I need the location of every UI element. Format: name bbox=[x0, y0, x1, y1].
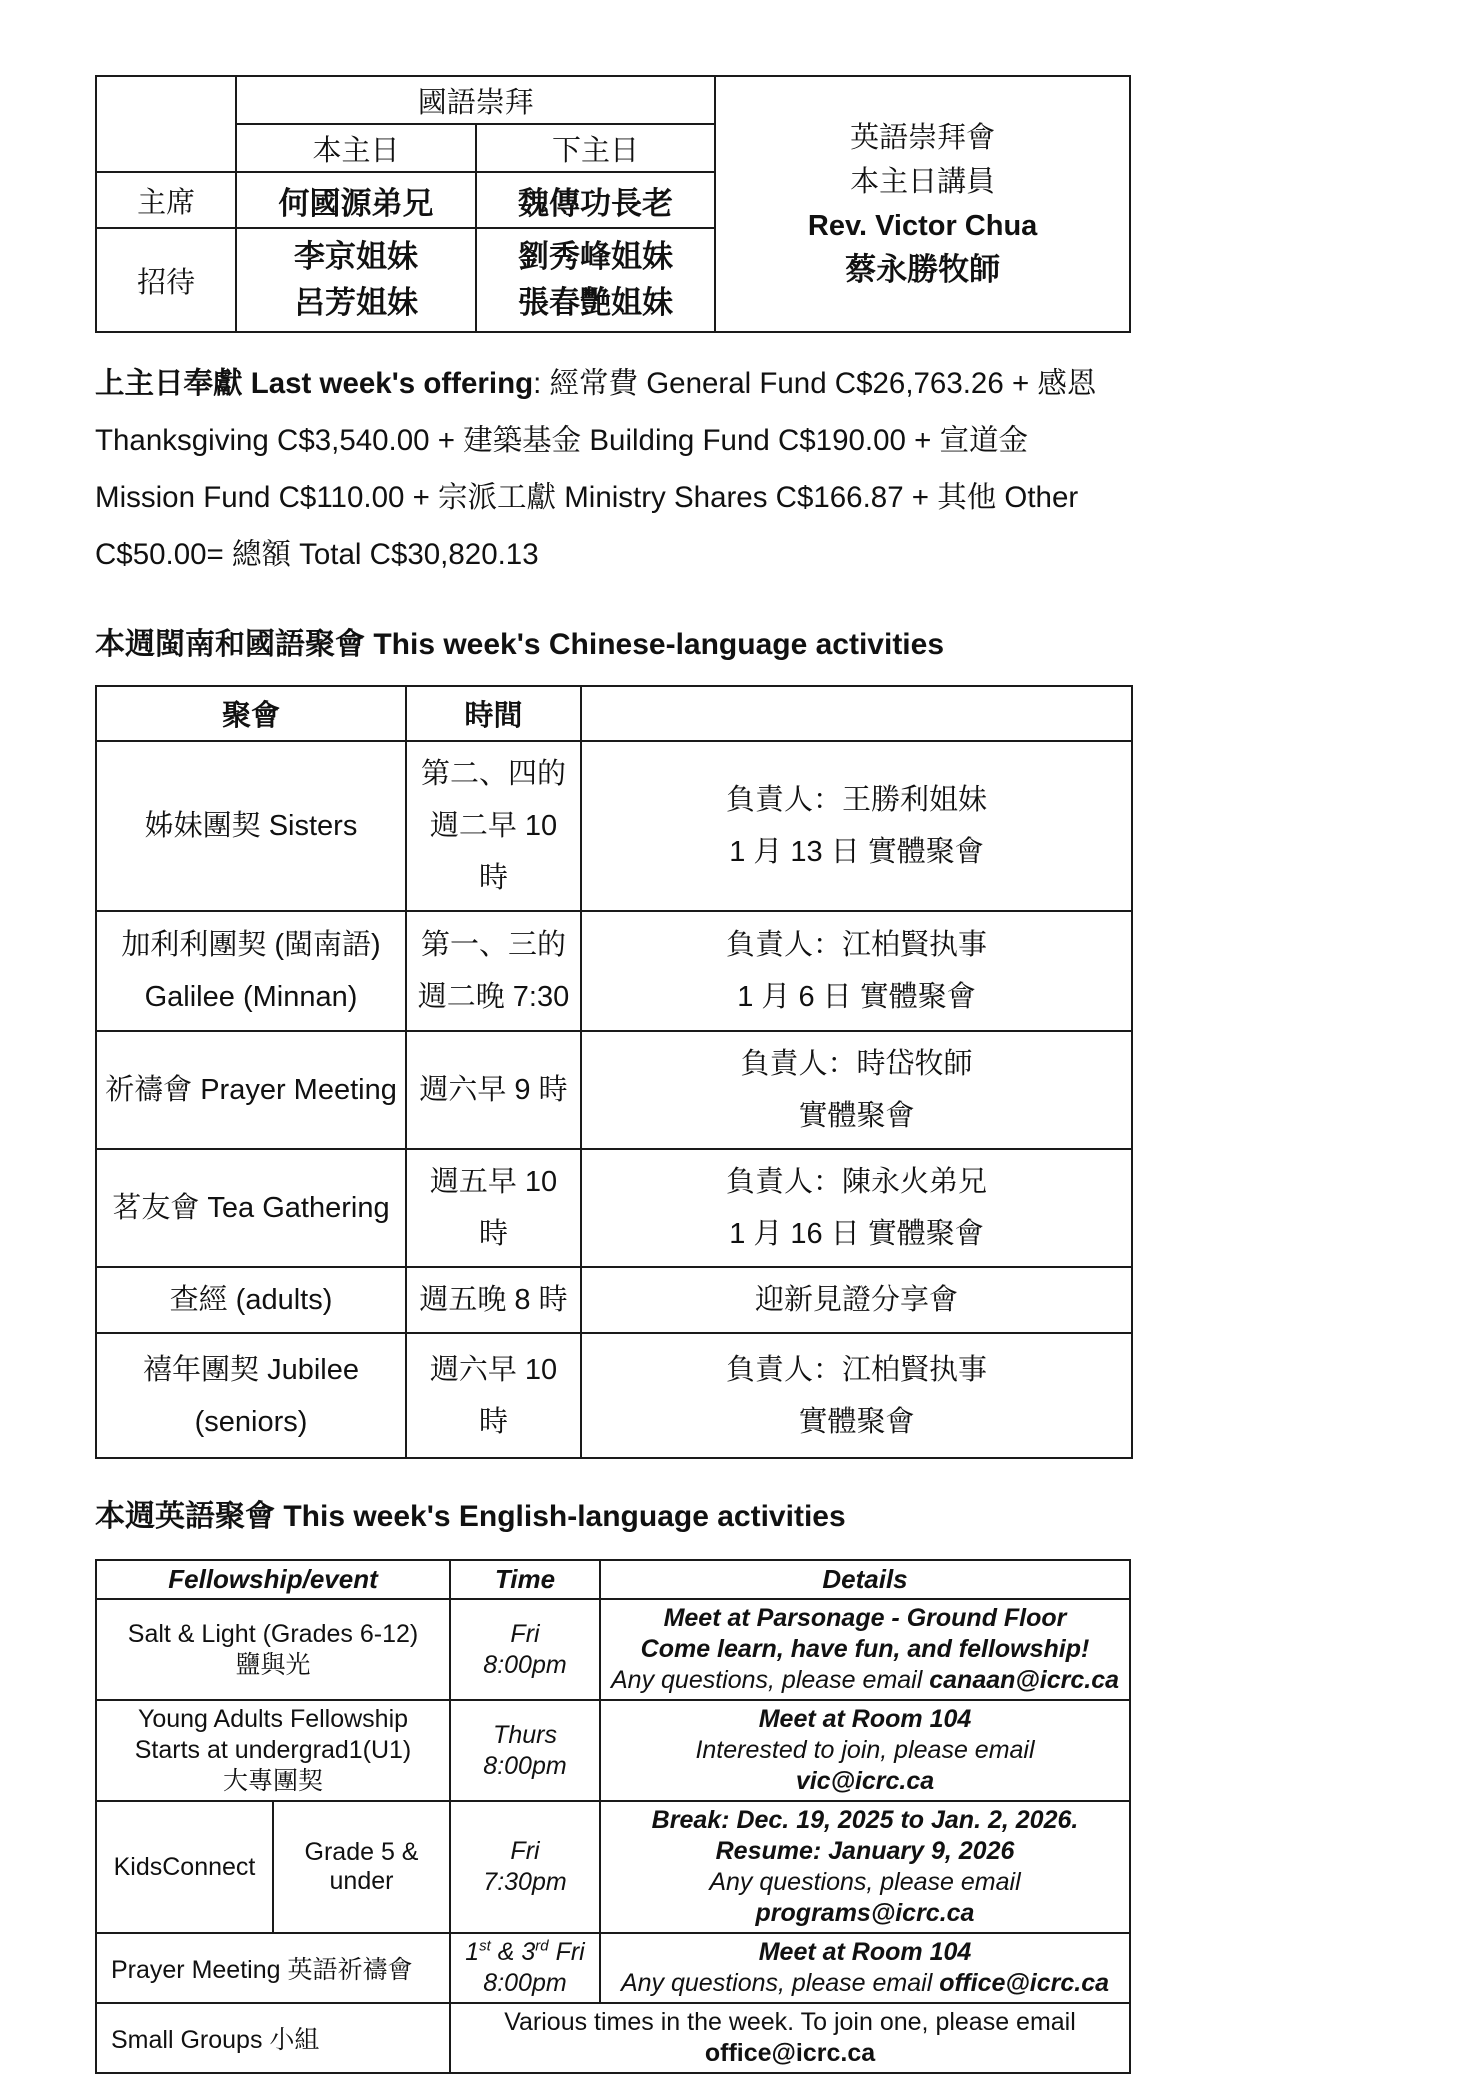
chair-this-sunday: 何國源弟兄 bbox=[236, 172, 476, 228]
english-speaker-name-zh: 蔡永勝牧師 bbox=[845, 252, 1001, 287]
table-row-kidsconnect bbox=[96, 1801, 1130, 1933]
table-row-jubilee bbox=[96, 1333, 1132, 1458]
meeting-name: 禧年團契 Jubilee (seniors) bbox=[96, 1333, 406, 1458]
contact-email: canaan@icrc.ca bbox=[929, 1666, 1120, 1694]
meeting-name: 茗友會 Tea Gathering bbox=[96, 1149, 406, 1267]
contact-email: vic@icrc.ca bbox=[795, 1767, 935, 1795]
usher-next-sunday: 劉秀峰姐妹 張春艷姐妹 bbox=[476, 228, 716, 332]
event-time: Thurs 8:00pm bbox=[450, 1700, 600, 1801]
chinese-activities-table bbox=[95, 685, 1133, 1459]
event-time: Fri 8:00pm bbox=[450, 1599, 600, 1700]
meeting-time: 週五早 10 時 bbox=[406, 1149, 581, 1267]
event-details: Various times in the week. To join one, please email office@icrc.ca bbox=[450, 2003, 1130, 2073]
meeting-time: 第二、四的 週二早 10 時 bbox=[406, 741, 581, 911]
contact-email: programs@icrc.ca bbox=[755, 1899, 975, 1927]
meeting-time: 週六早 10 時 bbox=[406, 1333, 581, 1458]
chinese-activities-heading: 本週閩南和國語聚會 This week's Chinese-language activities bbox=[95, 628, 945, 661]
col-time: Time bbox=[450, 1560, 600, 1599]
col-time: 時間 bbox=[406, 686, 581, 741]
english-speaker-line2: 本主日講員 bbox=[850, 166, 996, 198]
meeting-detail: 負責人：江柏賢执事 實體聚會 bbox=[581, 1333, 1132, 1458]
table-row-small-groups bbox=[96, 2003, 1130, 2073]
table-row-bible-study bbox=[96, 1267, 1132, 1333]
event-details: Meet at Parsonage - Ground Floor Come learn, have fun, and fellowship! Any questions, please email canaan@icrc.ca bbox=[600, 1599, 1130, 1700]
english-activities-heading: 本週英語聚會 This week's English-language activities bbox=[95, 1500, 846, 1533]
event-details: Break: Dec. 19, 2025 to Jan. 2, 2026. Resume: January 9, 2026 Any questions, please email programs@icrc.ca bbox=[600, 1801, 1130, 1933]
table-row-english-prayer-meeting bbox=[96, 1933, 1130, 2003]
meeting-time: 週六早 9 時 bbox=[406, 1031, 581, 1149]
offering-body: : 經常費 General Fund C$26,763.26 + 感恩 Thanksgiving C$3,540.00 + 建築基金 Building Fund C$190.00 + 宣道金 Mission Fund C$110.00 + 宗派工獻 Ministry Shares C$166.87 + 其他 Other C$50.00= 總額 Total C$30,820.13 bbox=[95, 367, 1097, 571]
event-details: Meet at Room 104 Interested to join, please email vic@icrc.ca bbox=[600, 1700, 1130, 1801]
contact-email: office@icrc.ca bbox=[939, 1969, 1110, 1997]
meeting-time: 週五晚 8 時 bbox=[406, 1267, 581, 1333]
meeting-detail: 負責人：時岱牧師 實體聚會 bbox=[581, 1031, 1132, 1149]
col-meeting: 聚會 bbox=[96, 686, 406, 741]
col-details-blank bbox=[581, 686, 1132, 741]
meeting-detail: 負責人：江柏賢执事 1 月 6 日 實體聚會 bbox=[581, 911, 1132, 1031]
event-details: Meet at Room 104 Any questions, please email office@icrc.ca bbox=[600, 1933, 1130, 2003]
meeting-detail: 負責人：陳永火弟兄 1 月 16 日 實體聚會 bbox=[581, 1149, 1132, 1267]
table-row-prayer-meeting bbox=[96, 1031, 1132, 1149]
last-week-offering-paragraph bbox=[95, 355, 1105, 583]
bulletin-page bbox=[95, 0, 1131, 2074]
meeting-name: 加利利團契 (閩南語) Galilee (Minnan) bbox=[96, 911, 406, 1031]
col-details: Details bbox=[600, 1560, 1130, 1599]
col-fellowship-event: Fellowship/event bbox=[96, 1560, 450, 1599]
event-grade: Grade 5 & under bbox=[273, 1801, 450, 1933]
row-usher-label: 招待 bbox=[96, 228, 236, 332]
worship-duty-table bbox=[95, 75, 1131, 333]
event-name: Young Adults Fellowship Starts at undergrad1(U1) 大專團契 bbox=[96, 1700, 450, 1801]
meeting-time: 第一、三的 週二晚 7:30 bbox=[406, 911, 581, 1031]
row-chair-label: 主席 bbox=[96, 172, 236, 228]
table-row-young-adults bbox=[96, 1700, 1130, 1801]
english-speaker-cell bbox=[715, 76, 1130, 332]
meeting-name: 祈禱會 Prayer Meeting bbox=[96, 1031, 406, 1149]
chair-next-sunday: 魏傳功長老 bbox=[476, 172, 716, 228]
event-time: 1st & 3rd Fri 8:00pm bbox=[450, 1933, 600, 2003]
event-name: Small Groups 小組 bbox=[96, 2003, 450, 2073]
english-activities-table bbox=[95, 1559, 1131, 2074]
offering-heading: 上主日奉獻 Last week's offering bbox=[95, 367, 534, 400]
event-name: KidsConnect bbox=[96, 1801, 273, 1933]
meeting-name: 查經 (adults) bbox=[96, 1267, 406, 1333]
event-time: Fri 7:30pm bbox=[450, 1801, 600, 1933]
table-row-tea-gathering bbox=[96, 1149, 1132, 1267]
meeting-name: 姊妹團契 Sisters bbox=[96, 741, 406, 911]
worship-empty-corner-cell bbox=[96, 76, 236, 172]
table-row-galilee bbox=[96, 911, 1132, 1031]
col-this-sunday: 本主日 bbox=[236, 124, 476, 172]
english-speaker-name-en: Rev. Victor Chua bbox=[807, 210, 1038, 242]
col-next-sunday: 下主日 bbox=[476, 124, 716, 172]
meeting-detail: 迎新見證分享會 bbox=[581, 1267, 1132, 1333]
event-name: Prayer Meeting 英語祈禱會 bbox=[96, 1933, 450, 2003]
table-row-salt-and-light bbox=[96, 1599, 1130, 1700]
mandarin-service-header: 國語崇拜 bbox=[236, 76, 715, 124]
meeting-detail: 負責人：王勝利姐妹 1 月 13 日 實體聚會 bbox=[581, 741, 1132, 911]
contact-email: office@icrc.ca bbox=[704, 2039, 876, 2067]
usher-this-sunday: 李京姐妹 呂芳姐妹 bbox=[236, 228, 476, 332]
event-name: Salt & Light (Grades 6-12) 鹽與光 bbox=[96, 1599, 450, 1700]
english-speaker-line1: 英語崇拜會 bbox=[850, 122, 996, 154]
table-row-sisters bbox=[96, 741, 1132, 911]
